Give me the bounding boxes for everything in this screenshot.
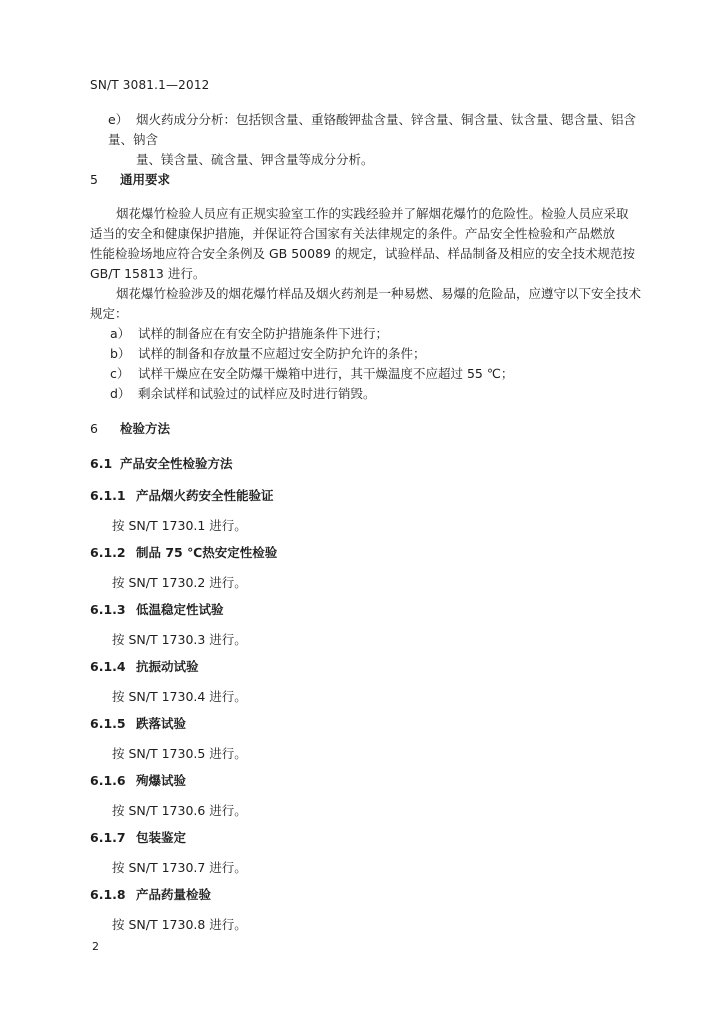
section-title: 检验方法 [120,421,171,436]
clause-text: 按 SN/T 1730.5 进行。 [112,746,247,761]
list-item-e [108,110,648,170]
clause-6-1-7 [90,828,247,878]
paragraph-line: GB/T 15813 进行。 [90,266,206,281]
clause-6-1-8 [90,885,247,935]
paragraph-line: 烟花爆竹检验人员应有正规实验室工作的实践经验并了解烟花爆竹的危险性。检验人员应采取 [116,206,629,221]
section-title: 通用要求 [120,172,171,187]
list-item [110,364,650,384]
paragraph-line: 规定： [90,306,128,321]
clause-number: 6.1.6 [90,773,126,788]
section-number: 6 [90,421,98,436]
page-number: 2 [92,940,99,953]
clause-6-1-4 [90,657,247,707]
list-label: d） [110,386,131,401]
document-id: SN/T 3081.1—2012 [90,78,210,92]
clause-title: 抗振动试验 [136,659,199,674]
paragraph-line: 性能检验场地应符合安全条例及 GB 50089 的规定，试验样品、样品制备及相应的安全技术规范按 [90,246,635,261]
clause-number: 6.1.2 [90,545,126,560]
clause-number: 6.1.8 [90,887,126,902]
list-label: a） [110,326,131,341]
section-5-paragraph-2 [90,284,650,324]
clause-text: 按 SN/T 1730.6 进行。 [112,803,247,818]
clause-6-1-3 [90,600,247,650]
list-label: e） [108,112,129,127]
list-item-text: 试样的制备和存放量不应超过安全防护允许的条件； [138,346,426,361]
list-item-text: 剩余试样和试验过的试样应及时进行销毁。 [138,386,376,401]
clause-title: 包装鉴定 [136,830,187,845]
list-label: c） [110,366,130,381]
section-number: 5 [90,172,98,187]
list-item-continuation: 量、镁含量、硫含量、钾含量等成分分析。 [136,152,374,167]
subsection-number: 6.1 [90,456,113,471]
clause-text: 按 SN/T 1730.3 进行。 [112,632,247,647]
clause-title: 跌落试验 [136,716,187,731]
list-item [110,384,650,404]
list-item-text: 试样干燥应在安全防爆干燥箱中进行，其干燥温度不应超过 55 ℃； [138,366,514,381]
clause-text: 按 SN/T 1730.8 进行。 [112,917,247,932]
section-5-list [110,324,650,404]
clause-title: 制品 75 ℃热安定性检验 [136,545,278,560]
clause-number: 6.1.7 [90,830,126,845]
list-item [110,344,650,364]
clause-title: 低温稳定性试验 [136,602,224,617]
paragraph-line: 适当的安全和健康保护措施，并保证符合国家有关法律规定的条件。产品安全性检验和产品燃放 [90,226,616,241]
clause-number: 6.1.1 [90,488,126,503]
clause-title: 产品烟火药安全性能验证 [136,488,274,503]
clause-6-1-5 [90,714,247,764]
paragraph-line: 烟花爆竹检验涉及的烟花爆竹样品及烟火药剂是一种易燃、易爆的危险品，应遵守以下安全技术 [116,286,642,301]
clause-number: 6.1.3 [90,602,126,617]
list-label: b） [110,346,131,361]
subsection-title: 产品安全性检验方法 [120,456,233,471]
list-item-text: 烟火药成分分析：包括钡含量、重铬酸钾盐含量、锌含量、铜含量、钛含量、锶含量、铝含量、钠含 [108,112,637,147]
section-5-heading [90,170,170,188]
clause-6-1-2 [90,543,277,593]
clause-text: 按 SN/T 1730.1 进行。 [112,518,247,533]
clause-title: 产品药量检验 [136,887,212,902]
clause-text: 按 SN/T 1730.7 进行。 [112,860,247,875]
section-5-paragraph-1 [90,204,650,284]
clause-text: 按 SN/T 1730.4 进行。 [112,689,247,704]
list-item-text: 试样的制备应在有安全防护措施条件下进行； [138,326,389,341]
clause-text: 按 SN/T 1730.2 进行。 [112,575,247,590]
clause-number: 6.1.5 [90,716,126,731]
clause-title: 殉爆试验 [136,773,187,788]
section-6-heading [90,419,170,437]
clause-6-1-6 [90,771,247,821]
subsection-6-1-heading [90,454,233,472]
list-item [110,324,650,344]
clause-6-1-1 [90,486,274,536]
clause-number: 6.1.4 [90,659,126,674]
